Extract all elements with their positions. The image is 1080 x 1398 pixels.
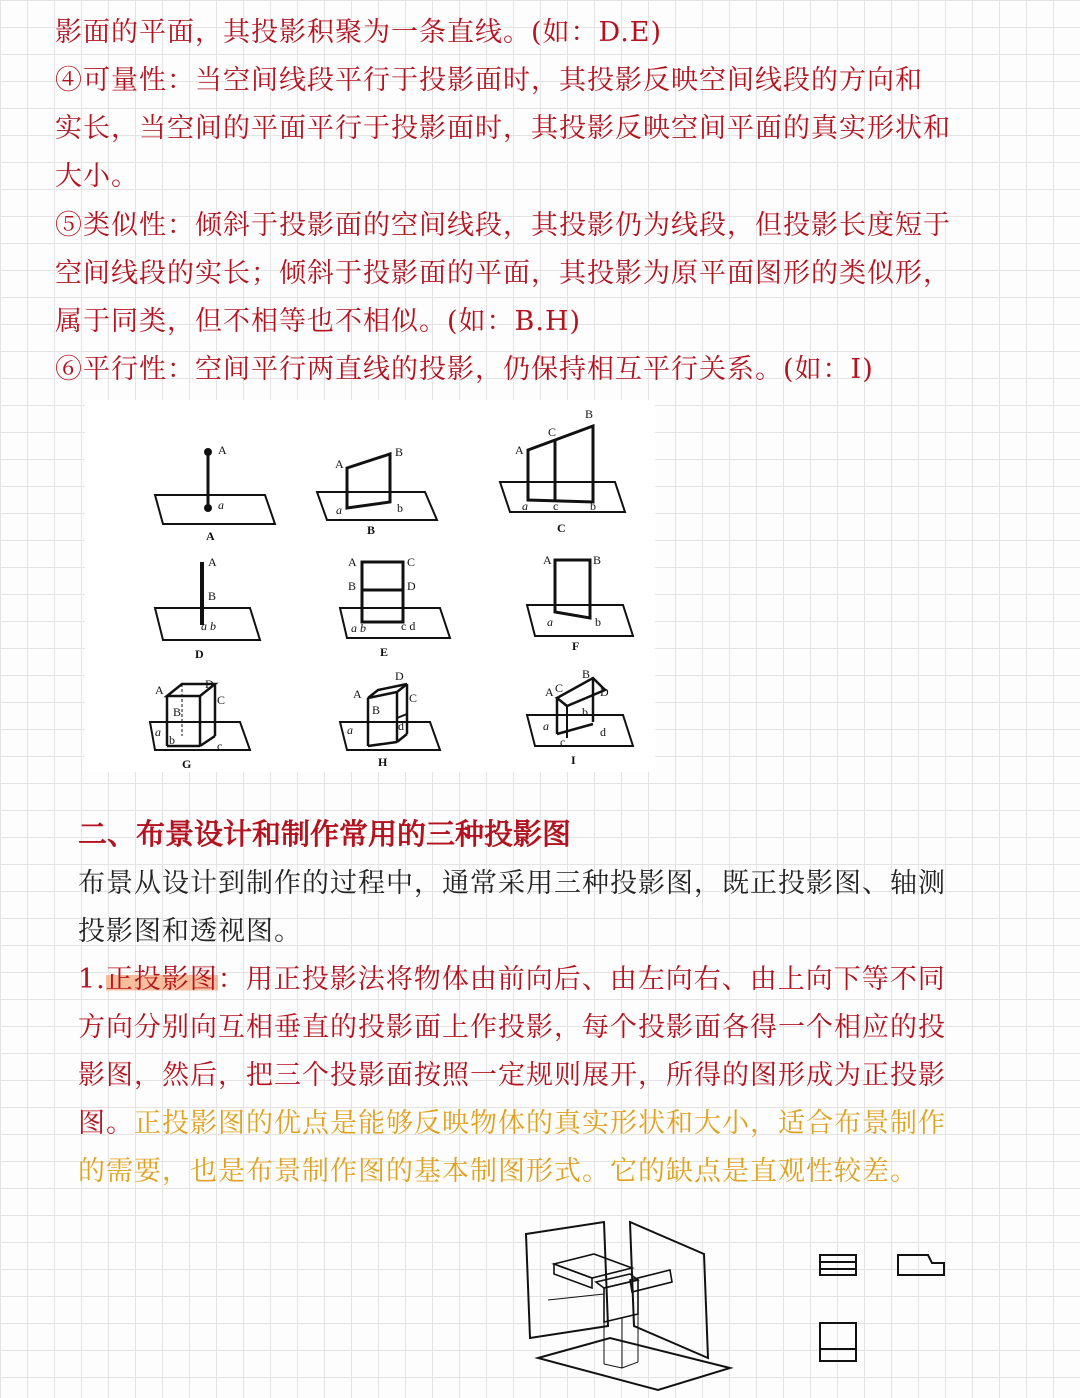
side-view [898,1255,944,1275]
svg-text:A: A [545,685,554,699]
svg-text:A: A [353,687,362,701]
svg-text:a: a [522,499,528,513]
svg-text:C: C [555,681,564,695]
svg-text:C: C [409,691,418,705]
def-last-red: 图。 [78,1108,134,1139]
svg-text:D: D [407,579,416,593]
svg-text:B: B [585,407,594,421]
para5-line-2: 空间线段的实长；倾斜于投影面的平面，其投影为原平面图形的类似形， [55,258,951,289]
svg-text:B: B [173,705,182,719]
para5-line-1: ⑤类似性：倾斜于投影面的空间线段，其投影仍为线段，但投影长度短于 [55,210,951,241]
figure-panel-e [340,555,450,659]
figure-panel-d [155,555,260,661]
svg-text:b: b [590,499,596,513]
svg-text:B: B [395,445,404,459]
para4-line-2: ④可量性：当空间线段平行于投影面时，其投影反映空间线段的方向和 [55,65,923,96]
svg-text:a: a [543,719,549,733]
svg-text:B: B [372,703,381,717]
svg-text:C: C [407,555,416,569]
para4-line-4: 大小。 [55,161,139,192]
svg-text:a: a [155,725,161,739]
svg-text:A: A [543,553,552,567]
figure-panel-g [150,677,250,771]
def-last-orange: 正投影图的优点是能够反映物体的真实形状和大小，适合布景制作 [134,1108,946,1139]
svg-text:D: D [395,669,404,683]
def-rest: ：用正投影法将物体由前向后、由左向右、由上向下等不同 [217,964,946,995]
svg-text:D: D [600,685,609,699]
svg-text:d: d [600,725,606,739]
svg-text:B: B [582,667,591,681]
panel-label-e: E [380,645,389,659]
projection-figure [85,400,655,772]
svg-text:c: c [553,499,559,513]
panel-label-f: F [572,639,580,653]
svg-text:D: D [205,677,214,691]
svg-text:c: c [217,739,223,753]
svg-text:B: B [593,553,602,567]
svg-text:C: C [217,693,226,707]
svg-text:d: d [398,719,404,733]
svg-text:A: A [515,443,524,457]
svg-text:a: a [547,615,553,629]
top-view [820,1323,856,1361]
def-line-3: 影图，然后，把三个投影面按照一定规则展开，所得的图形成为正投影 [78,1060,946,1091]
projection-box-illustration [518,1218,748,1394]
section-heading: 二、布景设计和制作常用的三种投影图 [78,817,572,851]
panel-label-b: B [367,523,376,537]
intro-line-1: 布景从设计到制作的过程中，通常采用三种投影图，既正投影图、轴测 [78,868,946,899]
svg-text:C: C [548,425,557,439]
para6-line: ⑥平行性：空间平行两直线的投影，仍保持相互平行关系。(如：I) [55,354,874,385]
para5-line-3: 属于同类，但不相等也不相似。(如：B.H) [55,306,582,337]
svg-text:c d: c d [401,619,416,633]
def-line-4 [78,1104,946,1144]
figure-panel-a [155,443,275,543]
svg-text:a b: a b [201,619,216,633]
panel-label-c: C [557,521,566,535]
svg-text:b: b [582,705,588,719]
svg-text:c: c [560,735,566,749]
figure-panel-c [500,407,625,535]
def-term-highlight: 正投影图 [105,964,218,995]
figure-panel-h [340,669,440,769]
svg-text:a b: a b [351,621,366,635]
svg-text:b: b [169,733,175,747]
panel-label-h: H [378,755,388,769]
svg-text:B: B [208,589,217,603]
front-view [820,1255,856,1275]
panel-label-d: D [195,647,204,661]
def-prefix: 1. [78,964,106,995]
svg-text:B: B [348,579,357,593]
para4-line-3: 实长，当空间的平面平行于投影面时，其投影反映空间平面的真实形状和 [55,113,951,144]
para4-line-1: 影面的平面，其投影积聚为一条直线。(如：D.E) [55,17,663,48]
panel-label-a: A [206,529,215,543]
svg-text:A: A [155,683,164,697]
svg-text:A: A [348,555,357,569]
svg-text:b: b [397,501,403,515]
panel-label-g: G [182,757,192,771]
svg-text:A: A [208,555,217,569]
def-line-2: 方向分别向互相垂直的投影面上作投影，每个投影面各得一个相应的投 [78,1012,946,1043]
svg-text:a: a [336,503,342,517]
svg-text:A: A [218,443,227,457]
panel-label-i: I [571,753,576,767]
svg-text:A: A [335,457,344,471]
svg-text:b: b [595,615,601,629]
figure-panel-b [317,445,437,537]
svg-text:a: a [347,723,353,737]
def-line-1 [78,960,946,1000]
figure-panel-i [527,667,633,767]
figure-panel-f [527,553,633,653]
def-line-5: 的需要，也是布景制作图的基本制图形式。它的缺点是直观性较差。 [78,1156,918,1187]
svg-text:a: a [218,498,224,512]
intro-line-2: 投影图和透视图。 [78,916,302,947]
orthographic-views [810,1245,955,1365]
